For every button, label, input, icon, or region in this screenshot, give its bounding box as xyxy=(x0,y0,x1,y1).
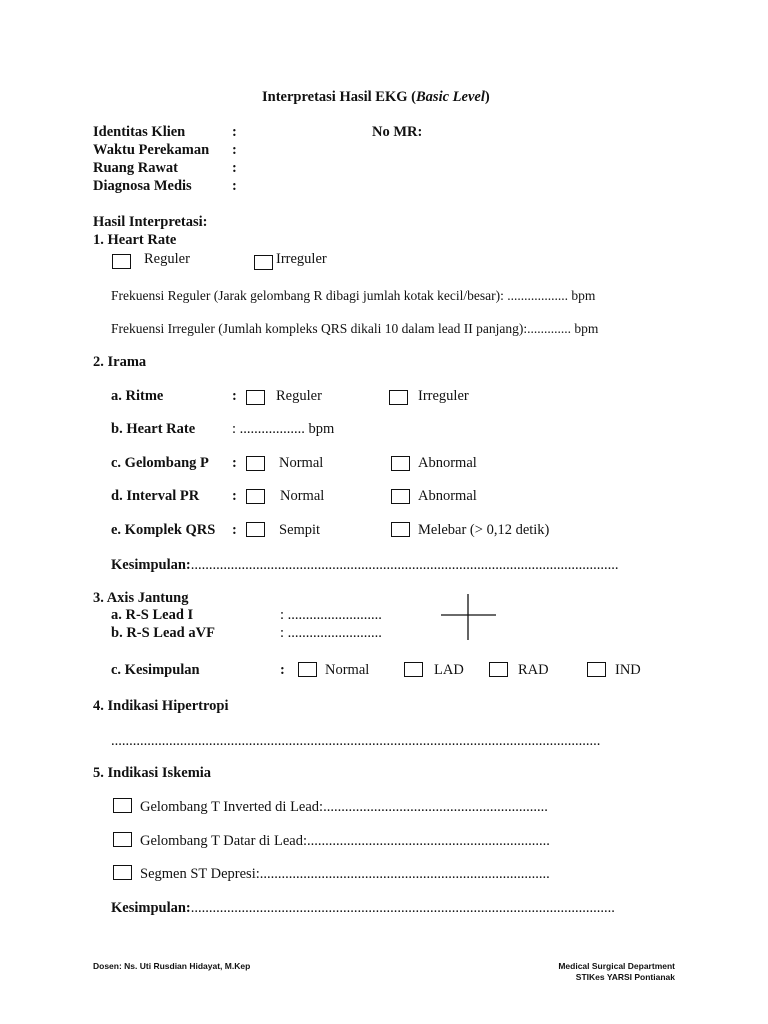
frekuensi-irreguler-line: Frekuensi Irreguler (Jumlah kompleks QRS dikali 10 dalam lead II panjang):............. bpm xyxy=(111,321,599,336)
t-datar-line: Gelombang T Datar di Lead:................................................................... xyxy=(140,833,550,849)
komplek-qrs-melebar-label: Melebar (> 0,12 detik) xyxy=(418,522,550,538)
axis-rad-checkbox[interactable] xyxy=(489,662,508,677)
irama-kesimpulan-line xyxy=(111,558,619,573)
footer-department: Medical Surgical Department xyxy=(558,961,675,971)
hasil-interpretasi-heading: Hasil Interpretasi: xyxy=(93,214,208,230)
ritme-colon: : xyxy=(232,388,237,404)
identitas-klien-label: Identitas Klien xyxy=(93,124,186,140)
axis-lad-label: LAD xyxy=(434,662,464,678)
axis-kesimpulan-label: c. Kesimpulan xyxy=(111,662,200,678)
heart-rate-irreguler-checkbox[interactable] xyxy=(254,255,273,270)
gelombang-p-colon: : xyxy=(232,455,237,471)
axis-kesimpulan-colon: : xyxy=(280,662,285,678)
ruang-rawat-label: Ruang Rawat xyxy=(93,160,178,176)
identitas-klien-colon: : xyxy=(232,124,237,140)
heart-rate-reguler-label: Reguler xyxy=(144,251,190,267)
rs-lead-avf-value: : .......................... xyxy=(280,625,382,641)
hipertropi-heading: 4. Indikasi Hipertropi xyxy=(93,698,229,714)
rs-lead-i-value: : .......................... xyxy=(280,607,382,623)
komplek-qrs-label: e. Komplek QRS xyxy=(111,522,216,538)
heart-rate-value: : .................. bpm xyxy=(232,421,335,437)
axis-lad-checkbox[interactable] xyxy=(404,662,423,677)
ritme-label: a. Ritme xyxy=(111,388,164,404)
axis-rad-label: RAD xyxy=(518,662,549,678)
axis-jantung-heading: 3. Axis Jantung xyxy=(93,590,189,606)
axis-normal-checkbox[interactable] xyxy=(298,662,317,677)
heart-rate-irreguler-label: Irreguler xyxy=(276,251,327,267)
komplek-qrs-sempit-checkbox[interactable] xyxy=(246,522,265,537)
iskemia-kesimpulan-line xyxy=(111,901,615,916)
diagnosa-medis-label: Diagnosa Medis xyxy=(93,178,192,194)
gelombang-p-abnormal-checkbox[interactable] xyxy=(391,456,410,471)
gelombang-p-label: c. Gelombang P xyxy=(111,455,209,471)
frekuensi-reguler-line: Frekuensi Reguler (Jarak gelombang R dibagi jumlah kotak kecil/besar): .................. bpm xyxy=(111,288,596,303)
interval-pr-abnormal-checkbox[interactable] xyxy=(391,489,410,504)
irama-kesimpulan-dots: ...................................................................................................................... xyxy=(190,557,619,573)
t-datar-checkbox[interactable] xyxy=(113,832,132,847)
irama-kesimpulan-label: Kesimpulan: xyxy=(111,557,191,573)
waktu-perekaman-colon: : xyxy=(232,142,237,158)
ritme-irreguler-checkbox[interactable] xyxy=(389,390,408,405)
page-title xyxy=(262,90,490,105)
gelombang-p-abnormal-label: Abnormal xyxy=(418,455,477,471)
footer-dosen: Dosen: Ns. Uti Rusdian Hidayat, M.Kep xyxy=(93,961,251,971)
iskemia-heading: 5. Indikasi Iskemia xyxy=(93,765,212,781)
iskemia-kesimpulan-label: Kesimpulan: xyxy=(111,900,191,916)
interval-pr-colon: : xyxy=(232,488,237,504)
rs-lead-avf-label: b. R-S Lead aVF xyxy=(111,625,215,641)
diagnosa-medis-colon: : xyxy=(232,178,237,194)
ruang-rawat-colon: : xyxy=(232,160,237,176)
gelombang-p-normal-checkbox[interactable] xyxy=(246,456,265,471)
interval-pr-normal-label: Normal xyxy=(280,488,325,504)
t-inverted-checkbox[interactable] xyxy=(113,798,132,813)
heart-rate-reguler-checkbox[interactable] xyxy=(112,254,131,269)
interval-pr-label: d. Interval PR xyxy=(111,488,200,504)
title-italic: Basic Level xyxy=(416,89,485,105)
axis-ind-label: IND xyxy=(615,662,641,678)
ritme-irreguler-label: Irreguler xyxy=(418,388,469,404)
axis-ind-checkbox[interactable] xyxy=(587,662,606,677)
heart-rate-label: b. Heart Rate xyxy=(111,421,196,437)
ritme-reguler-checkbox[interactable] xyxy=(246,390,265,405)
st-depresi-line: Segmen ST Depresi:................................................................................ xyxy=(140,866,550,882)
axis-normal-label: Normal xyxy=(325,662,370,678)
st-depresi-checkbox[interactable] xyxy=(113,865,132,880)
rs-lead-i-label: a. R-S Lead I xyxy=(111,607,194,623)
komplek-qrs-melebar-checkbox[interactable] xyxy=(391,522,410,537)
footer-institution: STIKes YARSI Pontianak xyxy=(575,972,675,982)
komplek-qrs-colon: : xyxy=(232,522,237,538)
ritme-reguler-label: Reguler xyxy=(276,388,322,404)
no-mr-label: No MR: xyxy=(372,124,423,140)
hipertropi-dots: ....................................................................................................................................... xyxy=(111,733,601,749)
iskemia-kesimpulan-dots: ..................................................................................................................... xyxy=(190,900,615,916)
irama-heading: 2. Irama xyxy=(93,354,147,370)
heart-rate-heading: 1. Heart Rate xyxy=(93,232,177,248)
title-close: ) xyxy=(484,89,490,105)
t-inverted-line: Gelombang T Inverted di Lead:.............................................................. xyxy=(140,799,548,815)
axis-cross-diagram xyxy=(440,593,498,641)
title-main: Interpretasi Hasil EKG ( xyxy=(262,89,416,105)
waktu-perekaman-label: Waktu Perekaman xyxy=(93,142,210,158)
interval-pr-normal-checkbox[interactable] xyxy=(246,489,265,504)
gelombang-p-normal-label: Normal xyxy=(279,455,324,471)
komplek-qrs-sempit-label: Sempit xyxy=(279,522,321,538)
interval-pr-abnormal-label: Abnormal xyxy=(418,488,477,504)
